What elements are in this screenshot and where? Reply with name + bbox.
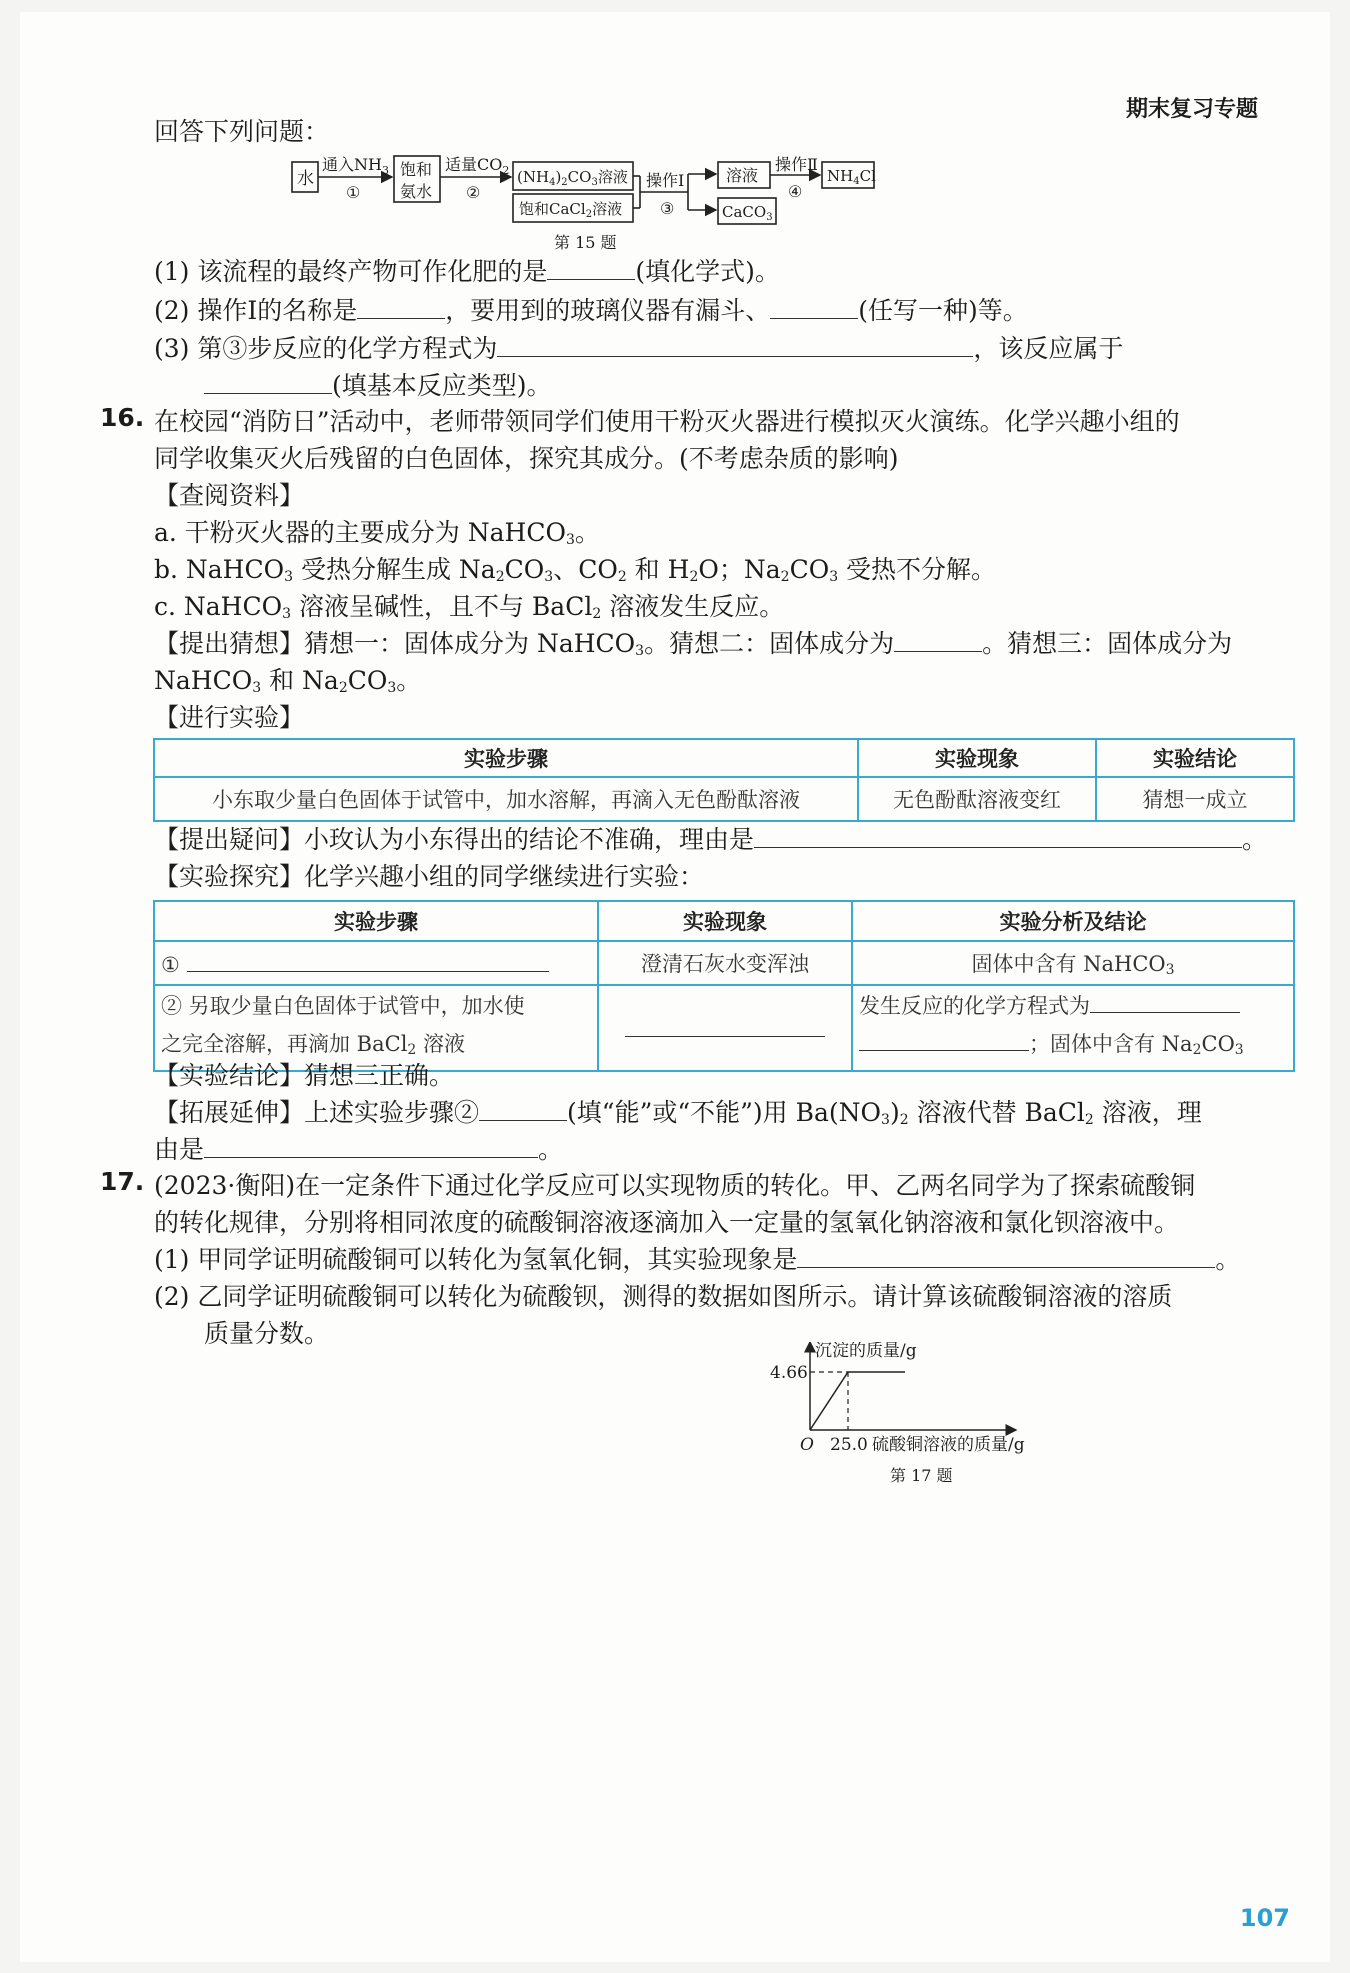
answer-blank[interactable]: [547, 257, 635, 280]
experiment-table-1: [153, 738, 1295, 822]
table-cell: 小东取少量白色固体于试管中，加水溶解，再滴入无色酚酞溶液: [154, 777, 858, 821]
q17-graph: [760, 1342, 1060, 1502]
answer-blank[interactable]: [859, 1028, 1029, 1051]
svg-text:(NH4)2CO3溶液: $(NH_4)_2CO_3$溶液: [517, 168, 628, 188]
q17-part1: (1) 甲同学证明硫酸铜可以转化为氢氧化铜，其实验现象是 。: [154, 1245, 1241, 1274]
extension-line1: 【拓展延伸】上述实验步骤② (填“能”或“不能”)用 $Ba(NO_3)_2$ 溶液代替 BaCl$_2$ 溶液，理: [154, 1098, 1202, 1128]
col-header: 实验现象: [598, 901, 852, 941]
flow-water: 水: [297, 169, 314, 189]
guess-line1: 【提出猜想】猜想一：固体成分为 NaHCO$_3$。猜想二：固体成分为 。猜想三：固体成分为: [154, 629, 1233, 659]
tag-info: 【查阅资料】: [154, 481, 305, 510]
answer-blank[interactable]: [894, 629, 982, 652]
conclusion-line: 【实验结论】猜想三正确。: [154, 1061, 455, 1090]
q17-line1: (2023·衡阳)在一定条件下通过化学反应可以实现物质的转化。甲、乙两名同学为了探索硫酸铜: [154, 1171, 1196, 1200]
svg-text:③: ③: [660, 199, 675, 218]
extension-line2: 由是 。: [154, 1135, 564, 1164]
graph-caption: 第 17 题: [890, 1466, 953, 1485]
svg-text:第 15 题: 第 15 题: [554, 233, 617, 252]
q15-part2: (2) 操作Ⅰ的名称是 ，要用到的玻璃仪器有漏斗、 (任写一种)等。: [154, 296, 1028, 325]
answer-blank[interactable]: [625, 1014, 825, 1037]
origin-label: O: [800, 1435, 814, 1455]
table-cell: 猜想一成立: [1096, 777, 1294, 821]
page-number: 107: [1239, 1904, 1290, 1932]
q16-line2: 同学收集灭火后残留的白色固体，探究其成分。(不考虑杂质的影响): [154, 444, 899, 473]
table-cell: 固体中含有 NaHCO$_3$: [852, 941, 1294, 985]
x-axis-label: 硫酸铜溶液的质量/g: [872, 1435, 1025, 1455]
q15-part3: (3) 第③步反应的化学方程式为 ，该反应属于: [154, 334, 1124, 363]
col-header: 实验步骤: [154, 901, 598, 941]
answer-blank[interactable]: [770, 296, 858, 319]
x-value-label: 25.0: [830, 1435, 868, 1455]
section-header: 期末复习专题: [1125, 97, 1258, 122]
svg-text:②: ②: [466, 183, 481, 202]
answer-blank[interactable]: [479, 1098, 567, 1121]
col-header: 实验结论: [1096, 739, 1294, 777]
q15-part1: (1) 该流程的最终产物可作化肥的是 (填化学式)。: [154, 257, 780, 286]
table-cell: ② 另取少量白色固体于试管中，加水使 之完全溶解，再滴加 BaCl$_2$ 溶液: [154, 985, 598, 1071]
svg-text:饱和CaCl2溶液: 饱和CaCl$_2$溶液: [519, 200, 623, 220]
y-value-label: 4.66: [770, 1363, 808, 1383]
svg-text:①: ①: [346, 183, 361, 202]
col-header: 实验现象: [858, 739, 1096, 777]
answer-blank[interactable]: [204, 1135, 538, 1158]
svg-text:适量CO2: 适量$CO_2$: [445, 155, 510, 177]
data-line: [810, 1372, 905, 1430]
svg-text:溶液: 溶液: [726, 166, 759, 185]
table-row: ① 澄清石灰水变浑浊 固体中含有 NaHCO$_3$: [154, 941, 1294, 985]
q16-line1: 在校园“消防日”活动中，老师带领同学们使用干粉灭火器进行模拟灭火演练。化学兴趣小组的: [154, 407, 1180, 436]
experiment-table-2: [153, 900, 1295, 1072]
q15-intro: 回答下列问题：: [154, 117, 330, 146]
q17-number: 17.: [100, 1167, 145, 1196]
svg-text:操作Ⅱ: 操作Ⅱ: [775, 155, 818, 174]
col-header: 实验分析及结论: [852, 901, 1294, 941]
page: [20, 12, 1330, 1962]
svg-text:CaCO3: CaCO$_3$: [722, 203, 773, 223]
info-a: a. 干粉灭火器的主要成分为 NaHCO$_3$。: [154, 518, 600, 548]
table-row: [154, 777, 1294, 821]
question-line: 【提出疑问】小玫认为小东得出的结论不准确，理由是 。: [154, 825, 1268, 854]
answer-blank[interactable]: [1090, 990, 1240, 1013]
answer-blank[interactable]: [797, 1245, 1215, 1268]
tag-experiment: 【进行实验】: [154, 703, 305, 732]
col-header: 实验步骤: [154, 739, 858, 777]
q15-flow-diagram: [270, 152, 1120, 252]
svg-text:通入NH3: 通入$NH_3$: [322, 155, 389, 177]
table-cell: 澄清石灰水变浑浊: [598, 941, 852, 985]
svg-text:操作Ⅰ: 操作Ⅰ: [646, 171, 685, 190]
answer-blank[interactable]: [497, 334, 973, 357]
table-cell: 发生反应的化学方程式为 ；固体中含有 $Na_2CO_3$: [852, 985, 1294, 1071]
answer-blank[interactable]: [187, 949, 549, 972]
answer-blank[interactable]: [204, 371, 332, 394]
y-axis-label: 沉淀的质量/g: [815, 1342, 917, 1361]
guess-line2: NaHCO$_3$ 和 $Na_2CO_3$。: [154, 666, 422, 696]
svg-text:④: ④: [788, 182, 803, 201]
info-b: b. NaHCO$_3$ 受热分解生成 $Na_2CO_3$、$CO_2$ 和 $H_2O$；$Na_2CO_3$ 受热不分解。: [154, 555, 997, 585]
q17-line2: 的转化规律，分别将相同浓度的硫酸铜溶液逐滴加入一定量的氢氧化钠溶液和氯化钡溶液中。: [154, 1208, 1180, 1237]
q17-part2: (2) 乙同学证明硫酸铜可以转化为硫酸钡，测得的数据如图所示。请计算该硫酸铜溶液的溶质: [154, 1282, 1173, 1311]
svg-text:饱和: 饱和: [400, 160, 433, 179]
svg-text:NH4Cl: $NH_4Cl$: [827, 167, 876, 187]
svg-text:氨水: 氨水: [400, 182, 433, 201]
q17-part2-cont: 质量分数。: [204, 1319, 330, 1348]
q15-part3-cont: (填基本反应类型)。: [204, 366, 552, 402]
answer-blank[interactable]: [754, 825, 1242, 848]
info-c: c. NaHCO$_3$ 溶液呈碱性，且不与 BaCl$_2$ 溶液发生反应。: [154, 592, 785, 622]
table-cell: 无色酚酞溶液变红: [858, 777, 1096, 821]
explore-line: 【实验探究】化学兴趣小组的同学继续进行实验：: [154, 862, 705, 891]
answer-blank[interactable]: [357, 296, 445, 319]
q16-number: 16.: [100, 403, 145, 432]
